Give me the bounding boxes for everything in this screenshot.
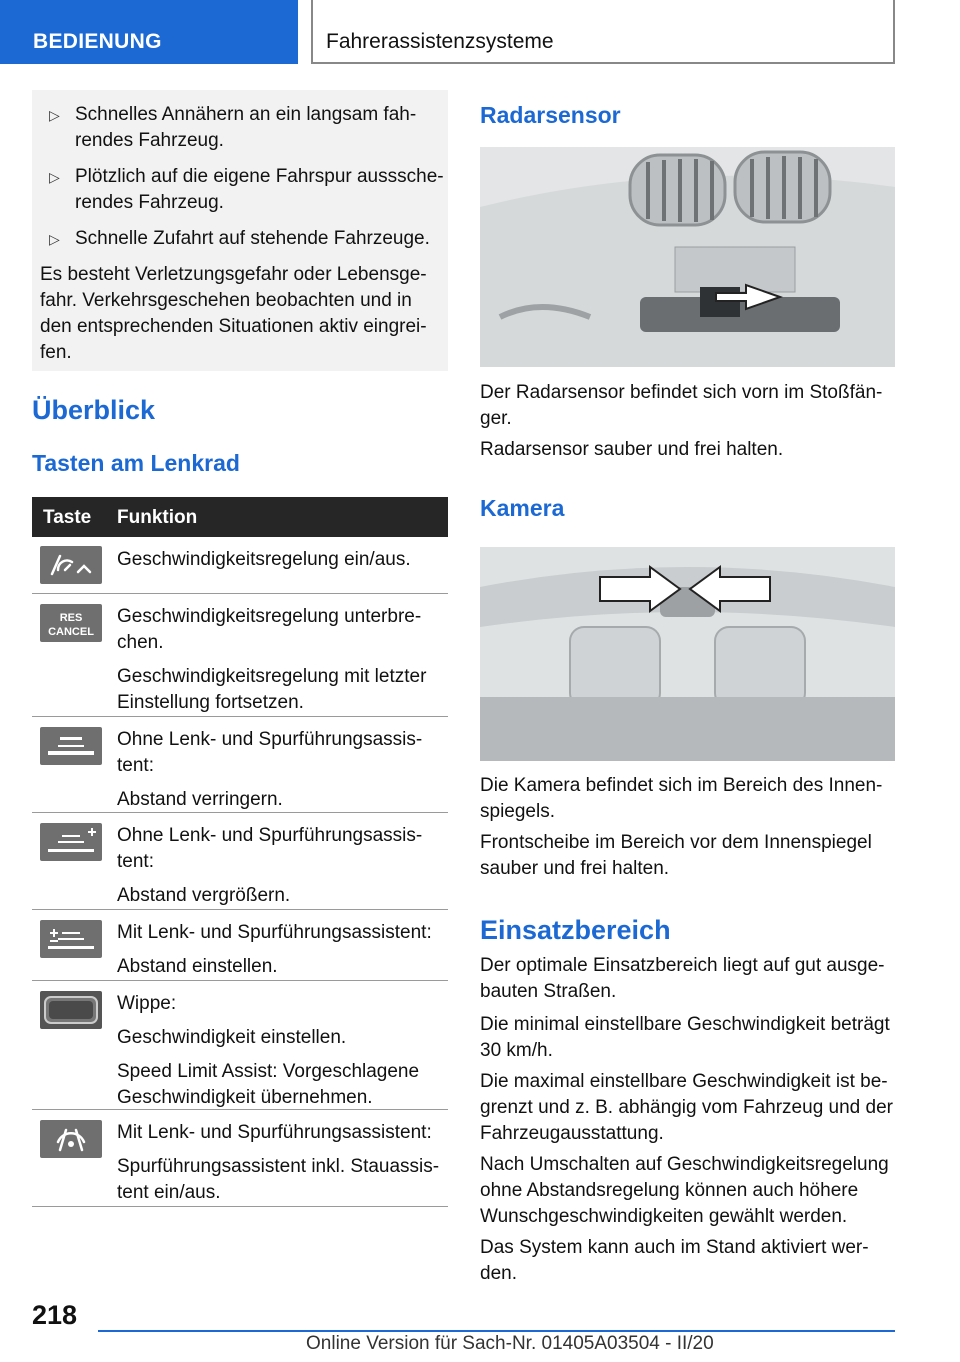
rocker-switch-icon: [40, 991, 102, 1029]
warning-item: ▷ Schnelle Zufahrt auf stehende Fahrzeuge.: [40, 226, 444, 252]
row-text: Mit Lenk- und Spurführungsassistent:: [117, 922, 432, 943]
res-cancel-icon: [40, 604, 102, 642]
triangle-bullet-icon: ▷: [49, 169, 60, 185]
triangle-bullet-icon: ▷: [49, 107, 60, 123]
svg-text:CANCEL: CANCEL: [48, 626, 94, 638]
table-row: [32, 1110, 448, 1207]
row-text: Ohne Lenk- und Spurführungsassis-tent:: [117, 729, 423, 776]
steering-buttons-table: [32, 497, 448, 1207]
einsatz-text-2: Die minimal einstellbare Geschwindigkeit beträgt 30 km/h.: [480, 1014, 890, 1061]
warning-item: ▷ Plötzlich auf die eigene Fahrspur ausssche- rendes Fahrzeug.: [49, 166, 444, 213]
svg-text:RES: RES: [59, 612, 83, 624]
heading-ueberblick: Überblick: [32, 395, 156, 425]
chapter-title: Fahrerassistenzsysteme: [311, 0, 895, 64]
row-text: Geschwindigkeitsregelung unterbre-chen.: [117, 606, 422, 653]
distance-decrease-icon: [40, 727, 102, 765]
table-row: [32, 537, 448, 594]
heading-tasten-am-lenkrad: Tasten am Lenkrad: [32, 450, 240, 476]
warning-paragraph: Es besteht Verletzungsgefahr oder Lebensge-fahr. Verkehrsgeschehen beobachten und in den entsprechenden Situationen aktiv eingrei-fen.: [40, 264, 427, 363]
table-row: [32, 813, 448, 910]
einsatz-text-1: Der optimale Einsatzbereich liegt auf gut ausge-bauten Straßen.: [480, 955, 885, 1002]
table-row: [32, 910, 448, 981]
einsatz-text-5: Das System kann auch im Stand aktiviert wer-den.: [480, 1237, 869, 1284]
warning-box: [32, 90, 448, 371]
footer-version-text: Online Version für Sach-Nr. 01405A03504 - II/20: [306, 1333, 714, 1354]
camera-text-1: Die Kamera befindet sich im Bereich des Innen-spiegels.: [480, 775, 883, 822]
heading-radarsensor: Radarsensor: [480, 102, 621, 128]
warning-item: ▷ Schnelles Annähern an ein langsam fah- rendes Fahrzeug.: [49, 104, 417, 151]
section-tab: BEDIENUNG: [0, 0, 298, 64]
table-row: [32, 717, 448, 813]
camera-text-2: Frontscheibe im Bereich vor dem Innenspiegel sauber und frei halten.: [480, 832, 872, 879]
table-row: [32, 981, 448, 1110]
page-number: 218: [32, 1300, 78, 1330]
row-text: Mit Lenk- und Spurführungsassistent:: [117, 1122, 432, 1143]
table-row: [32, 594, 448, 717]
distance-adjust-icon: [40, 920, 102, 958]
einsatz-text-4: Nach Umschalten auf Geschwindigkeitsregelung ohne Abstandsregelung können auch höhere Wunschgeschwindigkeiten gewählt werden.: [480, 1154, 889, 1227]
row-text: Wippe:: [117, 993, 177, 1014]
table-header: [32, 497, 448, 537]
radar-text-1: Der Radarsensor befindet sich vorn im Stoßfän-ger.: [480, 382, 883, 429]
camera-image: [480, 547, 895, 761]
distance-increase-icon: [40, 823, 102, 861]
heading-einsatzbereich: Einsatzbereich: [480, 915, 671, 945]
triangle-bullet-icon: ▷: [49, 231, 60, 247]
col-taste: Taste: [43, 507, 92, 528]
radar-text-2: Radarsensor sauber und frei halten.: [480, 439, 784, 460]
cruise-control-icon: [40, 546, 102, 584]
row-text: Geschwindigkeitsregelung ein/aus.: [117, 549, 411, 570]
heading-kamera: Kamera: [480, 495, 565, 521]
lane-assist-icon: [40, 1120, 102, 1158]
footer-divider: [98, 1330, 895, 1332]
einsatz-text-3: Die maximal einstellbare Geschwindigkeit ist be-grenzt und z. B. abhängig vom Fahrzeug und der Fahrzeugausstattung.: [480, 1071, 893, 1144]
radar-sensor-image: [480, 147, 895, 367]
row-text: Speed Limit Assist: Vorgeschlagene Geschwindigkeit übernehmen.: [117, 1061, 420, 1108]
row-text: Abstand vergrößern.: [117, 885, 291, 906]
col-funktion: Funktion: [117, 507, 198, 528]
row-text: Geschwindigkeitsregelung mit letzter Einstellung fortsetzen.: [117, 666, 427, 713]
row-text: Spurführungsassistent inkl. Stauassis-tent ein/aus.: [117, 1156, 440, 1203]
row-text: Geschwindigkeit einstellen.: [117, 1027, 347, 1048]
row-text: Ohne Lenk- und Spurführungsassis-tent:: [117, 825, 423, 872]
row-text: Abstand verringern.: [117, 789, 283, 810]
row-text: Abstand einstellen.: [117, 956, 278, 977]
